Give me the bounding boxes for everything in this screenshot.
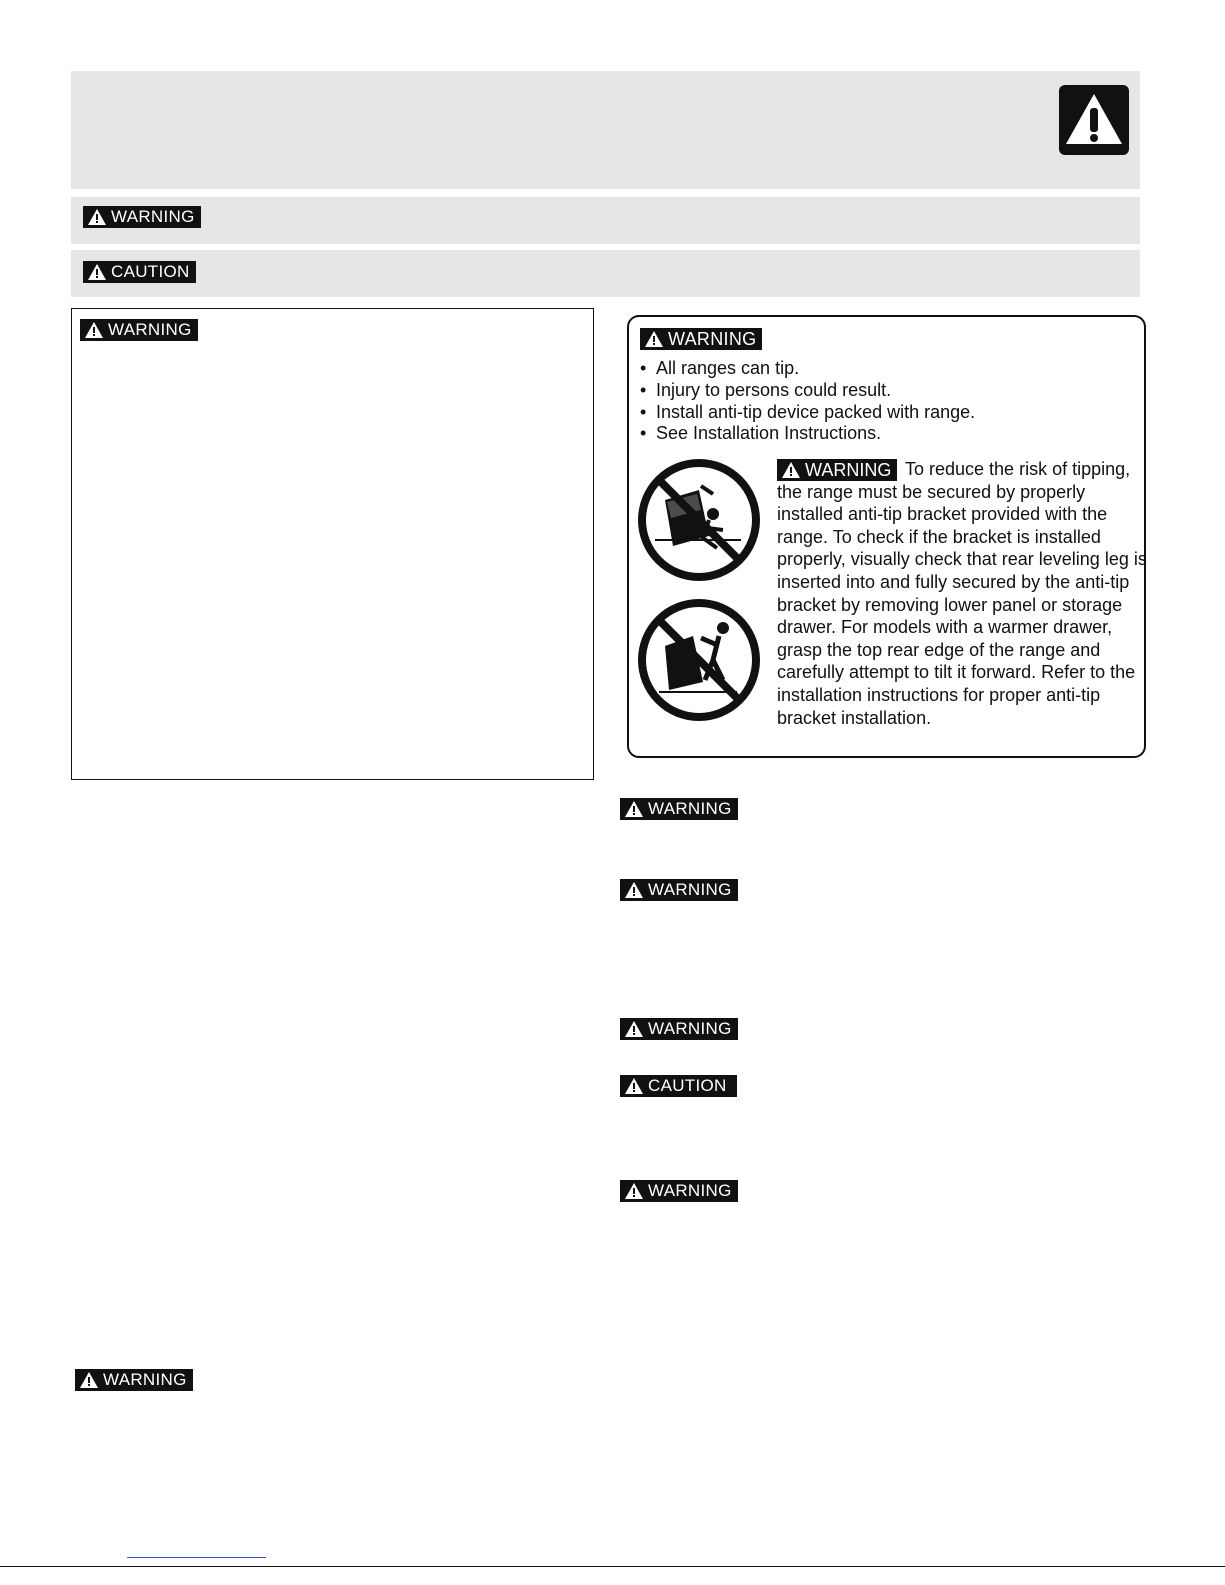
- caution-badge: [83, 261, 196, 283]
- warning-badge: [75, 1369, 193, 1391]
- warning-triangle-icon: [1058, 84, 1130, 156]
- alert-icon: [644, 330, 664, 348]
- bullet-item: • Install anti-tip device packed with range.: [640, 402, 976, 422]
- warning-label: WARNING: [648, 1019, 732, 1038]
- alert-icon: [624, 1182, 644, 1200]
- alert-icon: [624, 1077, 644, 1095]
- warning-badge: [620, 1180, 738, 1202]
- alert-icon: [624, 881, 644, 899]
- caution-badge: [620, 1075, 737, 1097]
- warning-badge: [83, 206, 201, 228]
- anti-tip-paragraph: To reduce the risk of tipping, the range must be secured by properly installed anti-tip bracket provided with the range. To check if the bracket is installed properly, visually check that rear leveling leg is inserted into and fully secured by the anti-tip bracket by removing lower panel or storage drawer. For models with a warmer drawer, grasp the top rear edge of the range and carefully attempt to tilt it forward. Refer to the installation instructions for proper anti-tip bracket installation.: [777, 459, 1147, 728]
- no-climbing-icon: [637, 598, 761, 722]
- caution-label: CAUTION: [648, 1076, 727, 1095]
- warning-definition-band: [71, 197, 1140, 244]
- footer-rule: [0, 1566, 1225, 1567]
- warning-badge: [620, 879, 738, 901]
- warning-badge: [640, 328, 762, 350]
- alert-icon: [624, 1020, 644, 1038]
- caution-definition-band: [71, 250, 1140, 297]
- alert-icon: [624, 800, 644, 818]
- warning-label: WARNING: [111, 207, 195, 226]
- warning-label: WARNING: [648, 799, 732, 818]
- no-tipping-icon: [637, 458, 761, 582]
- warning-label: WARNING: [648, 880, 732, 899]
- bullet-item: • Injury to persons could result.: [640, 380, 892, 400]
- header-band: [71, 71, 1140, 189]
- warning-badge: [80, 319, 198, 341]
- caution-label: CAUTION: [111, 262, 190, 281]
- warning-label: WARNING: [103, 1370, 187, 1389]
- footer-link-underline[interactable]: [127, 1557, 266, 1558]
- warning-badge: [620, 798, 738, 820]
- bullet-item: • See Installation Instructions.: [640, 423, 882, 443]
- alert-icon: [79, 1371, 99, 1389]
- warning-label: WARNING: [668, 329, 757, 349]
- warning-label: WARNING: [648, 1181, 732, 1200]
- left-warning-box: [71, 308, 594, 780]
- warning-badge: [620, 1018, 738, 1040]
- alert-icon: [84, 321, 104, 339]
- alert-icon: [87, 263, 107, 281]
- warning-label: WARNING: [108, 320, 192, 339]
- bullet-item: • All ranges can tip.: [640, 358, 800, 378]
- warning-label: WARNING: [805, 460, 892, 480]
- alert-icon: [87, 208, 107, 226]
